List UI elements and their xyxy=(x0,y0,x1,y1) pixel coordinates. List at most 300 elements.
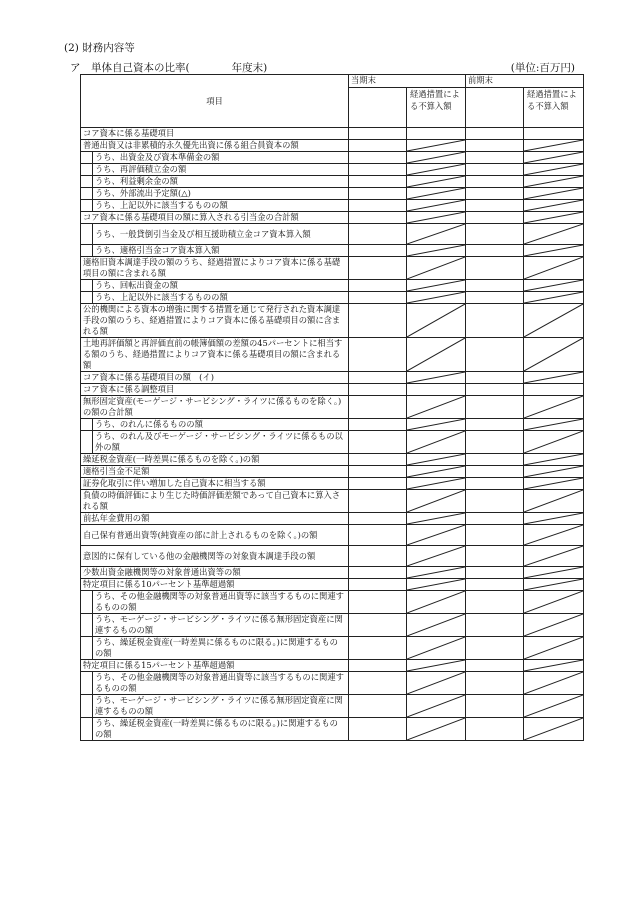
table-row xyxy=(81,338,584,372)
row-label: うち、利益剰余金の額 xyxy=(93,176,349,188)
current-transitional-cell xyxy=(407,637,466,660)
table-row xyxy=(81,718,584,741)
current-amount-cell xyxy=(349,478,407,490)
previous-transitional-cell xyxy=(524,614,584,637)
current-transitional-cell xyxy=(407,591,466,614)
table-row xyxy=(81,140,584,152)
indent-cell xyxy=(81,591,93,614)
table-row xyxy=(81,304,584,338)
indent-cell xyxy=(81,292,93,304)
current-transitional-cell xyxy=(407,718,466,741)
indent-cell xyxy=(81,695,93,718)
current-transitional-cell xyxy=(407,304,466,338)
table-row xyxy=(81,212,584,224)
diagonal-strike xyxy=(407,140,465,151)
current-amount-cell xyxy=(349,466,407,478)
row-label: 自己保有普通出資等(純資産の部に計上されるものを除く。)の額 xyxy=(81,525,349,546)
previous-amount-cell xyxy=(466,280,524,292)
previous-transitional-cell xyxy=(524,280,584,292)
previous-amount-cell xyxy=(466,224,524,245)
previous-transitional-cell xyxy=(524,396,584,419)
row-label: うち、外部流出予定額(△) xyxy=(93,188,349,200)
previous-transitional-cell xyxy=(524,431,584,454)
row-label: 前払年金費用の額 xyxy=(81,513,349,525)
current-amount-cell xyxy=(349,591,407,614)
diagonal-strike xyxy=(407,490,465,512)
diagonal-strike xyxy=(524,176,583,187)
previous-amount-cell xyxy=(466,718,524,741)
previous-amount-cell xyxy=(466,660,524,672)
previous-amount-cell xyxy=(466,200,524,212)
row-label: コア資本に係る基礎項目の額 (イ) xyxy=(81,372,349,384)
current-amount-cell xyxy=(349,431,407,454)
indent-cell xyxy=(81,224,93,245)
row-label: うち、一般貸倒引当金及び相互援助積立金コア資本算入額 xyxy=(93,224,349,245)
table-row xyxy=(81,431,584,454)
previous-transitional-cell xyxy=(524,718,584,741)
indent-cell xyxy=(81,672,93,695)
previous-transitional-cell xyxy=(524,419,584,431)
diagonal-strike xyxy=(524,140,583,151)
header-current-transitional: 経過措置による不算入額 xyxy=(407,88,466,128)
previous-transitional-cell xyxy=(524,128,584,140)
diagonal-strike xyxy=(407,660,465,671)
indent-cell xyxy=(81,718,93,741)
previous-amount-cell xyxy=(466,567,524,579)
diagonal-strike xyxy=(407,431,465,453)
previous-amount-cell xyxy=(466,591,524,614)
table-row xyxy=(81,614,584,637)
previous-transitional-cell xyxy=(524,478,584,490)
indent-cell xyxy=(81,200,93,212)
current-amount-cell xyxy=(349,637,407,660)
indent-cell xyxy=(81,280,93,292)
current-amount-cell xyxy=(349,579,407,591)
diagonal-strike xyxy=(524,257,583,279)
row-label: 繰延税金資産(一時差異に係るものを除く。)の額 xyxy=(81,454,349,466)
diagonal-strike xyxy=(524,152,583,163)
diagonal-strike xyxy=(524,338,583,371)
previous-amount-cell xyxy=(466,478,524,490)
previous-transitional-cell xyxy=(524,212,584,224)
diagonal-strike xyxy=(407,164,465,175)
indent-cell xyxy=(81,176,93,188)
row-label: 特定項目に係る15パーセント基準超過額 xyxy=(81,660,349,672)
current-transitional-cell xyxy=(407,338,466,372)
previous-transitional-cell xyxy=(524,224,584,245)
current-amount-cell xyxy=(349,614,407,637)
current-amount-cell xyxy=(349,384,407,396)
previous-transitional-cell xyxy=(524,525,584,546)
previous-amount-cell xyxy=(466,372,524,384)
diagonal-strike xyxy=(407,513,465,524)
diagonal-strike xyxy=(407,567,465,578)
current-transitional-cell xyxy=(407,164,466,176)
row-label: コア資本に係る基礎項目 xyxy=(81,128,349,140)
diagonal-strike xyxy=(524,212,583,223)
previous-amount-cell xyxy=(466,212,524,224)
current-amount-cell xyxy=(349,454,407,466)
diagonal-strike xyxy=(524,164,583,175)
current-transitional-cell xyxy=(407,396,466,419)
diagonal-strike xyxy=(407,718,465,740)
diagonal-strike xyxy=(524,454,583,465)
table-row xyxy=(81,525,584,546)
header-previous-period: 前期末 xyxy=(466,75,584,88)
diagonal-strike xyxy=(524,224,583,244)
diagonal-strike xyxy=(524,466,583,477)
diagonal-strike xyxy=(407,200,465,211)
diagonal-strike xyxy=(524,431,583,453)
previous-transitional-cell xyxy=(524,695,584,718)
current-transitional-cell xyxy=(407,140,466,152)
diagonal-strike xyxy=(407,478,465,489)
section-row xyxy=(81,384,584,396)
table-row xyxy=(81,152,584,164)
current-transitional-cell xyxy=(407,672,466,695)
row-label: うち、繰延税金資産(一時差異に係るものに限る。)に関連するものの額 xyxy=(93,718,349,741)
row-label: うち、上記以外に該当するものの額 xyxy=(93,200,349,212)
row-label: うち、繰延税金資産(一時差異に係るものに限る。)に関連するものの額 xyxy=(93,637,349,660)
current-amount-cell xyxy=(349,257,407,280)
previous-amount-cell xyxy=(466,128,524,140)
table-row xyxy=(81,695,584,718)
previous-transitional-cell xyxy=(524,245,584,257)
table-row xyxy=(81,513,584,525)
row-label: 証券化取引に伴い増加した自己資本に相当する額 xyxy=(81,478,349,490)
diagonal-strike xyxy=(407,245,465,256)
current-transitional-cell xyxy=(407,200,466,212)
diagonal-strike xyxy=(407,591,465,613)
previous-transitional-cell xyxy=(524,200,584,212)
section-title: (2) 財務内容等 xyxy=(64,42,135,54)
current-amount-cell xyxy=(349,152,407,164)
row-label: うち、のれんに係るものの額 xyxy=(93,419,349,431)
current-amount-cell xyxy=(349,513,407,525)
indent-cell xyxy=(81,431,93,454)
diagonal-strike xyxy=(524,478,583,489)
table-row xyxy=(81,672,584,695)
current-amount-cell xyxy=(349,338,407,372)
current-amount-cell xyxy=(349,718,407,741)
header-previous-transitional: 経過措置による不算入額 xyxy=(524,88,584,128)
current-amount-cell xyxy=(349,164,407,176)
diagonal-strike xyxy=(407,637,465,659)
row-label: 負債の時価評価により生じた時価評価差額であって自己資本に算入される額 xyxy=(81,490,349,513)
table-row xyxy=(81,245,584,257)
diagonal-strike xyxy=(407,176,465,187)
previous-transitional-cell xyxy=(524,672,584,695)
previous-amount-cell xyxy=(466,431,524,454)
previous-transitional-cell xyxy=(524,513,584,525)
previous-amount-cell xyxy=(466,245,524,257)
previous-amount-cell xyxy=(466,338,524,372)
table-row xyxy=(81,546,584,567)
previous-amount-cell xyxy=(466,454,524,466)
previous-transitional-cell xyxy=(524,292,584,304)
previous-transitional-cell xyxy=(524,660,584,672)
current-transitional-cell xyxy=(407,431,466,454)
current-transitional-cell xyxy=(407,695,466,718)
current-amount-cell xyxy=(349,304,407,338)
previous-transitional-cell xyxy=(524,338,584,372)
current-amount-cell xyxy=(349,188,407,200)
diagonal-strike xyxy=(524,304,583,337)
row-label: 適格旧資本調達手段の額のうち、経過措置によりコア資本に係る基礎項目の額に含まれる額 xyxy=(81,257,349,280)
current-transitional-cell xyxy=(407,567,466,579)
previous-transitional-cell xyxy=(524,176,584,188)
current-amount-cell xyxy=(349,546,407,567)
table-body xyxy=(81,128,584,741)
row-label: うち、その他金融機関等の対象普通出資等に該当するものに関連するものの額 xyxy=(93,591,349,614)
current-amount-cell xyxy=(349,140,407,152)
indent-cell xyxy=(81,164,93,176)
row-label: うち、再評価積立金の額 xyxy=(93,164,349,176)
previous-amount-cell xyxy=(466,614,524,637)
current-transitional-cell xyxy=(407,292,466,304)
table-row xyxy=(81,292,584,304)
table-row xyxy=(81,164,584,176)
diagonal-strike xyxy=(524,188,583,199)
section-row xyxy=(81,128,584,140)
table-row xyxy=(81,478,584,490)
diagonal-strike xyxy=(524,525,583,545)
previous-transitional-cell xyxy=(524,466,584,478)
diagonal-strike xyxy=(524,718,583,740)
current-transitional-cell xyxy=(407,224,466,245)
table-row xyxy=(81,579,584,591)
header-previous-amount xyxy=(466,88,524,128)
row-label: 公的機関による資本の増強に関する措置を通じて発行された資本調達手段の額のうち、経過措置によりコア資本に係る基礎項目の額に含まれる額 xyxy=(81,304,349,338)
table-row xyxy=(81,419,584,431)
diagonal-strike xyxy=(407,466,465,477)
table-row xyxy=(81,396,584,419)
diagonal-strike xyxy=(524,637,583,659)
diagonal-strike xyxy=(407,224,465,244)
row-label: 少数出資金融機関等の対象普通出資等の額 xyxy=(81,567,349,579)
current-amount-cell xyxy=(349,419,407,431)
diagonal-strike xyxy=(524,672,583,694)
table-row xyxy=(81,567,584,579)
diagonal-strike xyxy=(407,454,465,465)
row-label: コア資本に係る基礎項目の額に算入される引当金の合計額 xyxy=(81,212,349,224)
diagonal-strike xyxy=(407,280,465,291)
row-label: うち、その他金融機関等の対象普通出資等に該当するものに関連するものの額 xyxy=(93,672,349,695)
previous-amount-cell xyxy=(466,466,524,478)
diagonal-strike xyxy=(407,614,465,636)
subsection-title: ア 単体自己資本の比率( 年度末) xyxy=(70,62,268,74)
table-row xyxy=(81,372,584,384)
table-row xyxy=(81,660,584,672)
current-transitional-cell xyxy=(407,660,466,672)
diagonal-strike xyxy=(407,257,465,279)
current-transitional-cell xyxy=(407,152,466,164)
table-row xyxy=(81,188,584,200)
previous-amount-cell xyxy=(466,579,524,591)
diagonal-strike xyxy=(524,292,583,303)
previous-amount-cell xyxy=(466,152,524,164)
row-label: 無形固定資産(モーゲージ・サービシング・ライツに係るものを除く。)の額の合計額 xyxy=(81,396,349,419)
previous-transitional-cell xyxy=(524,152,584,164)
previous-transitional-cell xyxy=(524,579,584,591)
previous-amount-cell xyxy=(466,419,524,431)
previous-transitional-cell xyxy=(524,164,584,176)
current-transitional-cell xyxy=(407,546,466,567)
current-transitional-cell xyxy=(407,490,466,513)
diagonal-strike xyxy=(524,419,583,430)
indent-cell xyxy=(81,637,93,660)
current-amount-cell xyxy=(349,212,407,224)
diagonal-strike xyxy=(407,525,465,545)
current-transitional-cell xyxy=(407,454,466,466)
row-label: 適格引当金不足額 xyxy=(81,466,349,478)
unit-label: (単位:百万円) xyxy=(510,62,575,74)
current-amount-cell xyxy=(349,672,407,695)
previous-amount-cell xyxy=(466,525,524,546)
current-transitional-cell xyxy=(407,188,466,200)
row-label: 特定項目に係る10パーセント基準超過額 xyxy=(81,579,349,591)
current-amount-cell xyxy=(349,490,407,513)
diagonal-strike xyxy=(524,200,583,211)
previous-amount-cell xyxy=(466,176,524,188)
diagonal-strike xyxy=(524,280,583,291)
current-amount-cell xyxy=(349,396,407,419)
header-current-amount xyxy=(349,88,407,128)
previous-transitional-cell xyxy=(524,546,584,567)
previous-amount-cell xyxy=(466,672,524,695)
previous-transitional-cell xyxy=(524,257,584,280)
current-amount-cell xyxy=(349,567,407,579)
previous-amount-cell xyxy=(466,292,524,304)
header-item: 項目 xyxy=(81,75,349,128)
table-row xyxy=(81,224,584,245)
diagonal-strike xyxy=(407,372,465,383)
previous-transitional-cell xyxy=(524,384,584,396)
previous-transitional-cell xyxy=(524,188,584,200)
diagonal-strike xyxy=(524,614,583,636)
current-transitional-cell xyxy=(407,257,466,280)
previous-transitional-cell xyxy=(524,304,584,338)
current-amount-cell xyxy=(349,525,407,546)
current-transitional-cell xyxy=(407,372,466,384)
row-label: うち、回転出資金の額 xyxy=(93,280,349,292)
previous-amount-cell xyxy=(466,384,524,396)
previous-amount-cell xyxy=(466,396,524,419)
indent-cell xyxy=(81,152,93,164)
previous-amount-cell xyxy=(466,513,524,525)
diagonal-strike xyxy=(407,292,465,303)
diagonal-strike xyxy=(407,304,465,337)
previous-transitional-cell xyxy=(524,591,584,614)
diagonal-strike xyxy=(407,419,465,430)
current-transitional-cell xyxy=(407,579,466,591)
current-transitional-cell xyxy=(407,245,466,257)
diagonal-strike xyxy=(407,579,465,590)
table-row xyxy=(81,490,584,513)
previous-amount-cell xyxy=(466,695,524,718)
previous-amount-cell xyxy=(466,490,524,513)
indent-cell xyxy=(81,419,93,431)
current-amount-cell xyxy=(349,128,407,140)
previous-transitional-cell xyxy=(524,454,584,466)
diagonal-strike xyxy=(407,672,465,694)
row-label: 土地再評価額と再評価直前の帳簿価額の差額の45パーセントに相当する額のうち、経過措置によりコア資本に係る基礎項目の額に含まれる額 xyxy=(81,338,349,372)
table-row xyxy=(81,454,584,466)
current-transitional-cell xyxy=(407,419,466,431)
diagonal-strike xyxy=(524,660,583,671)
indent-cell xyxy=(81,188,93,200)
current-transitional-cell xyxy=(407,525,466,546)
current-transitional-cell xyxy=(407,513,466,525)
row-label: うち、モーゲージ・サービシング・ライツに係る無形固定資産に関連するものの額 xyxy=(93,695,349,718)
current-transitional-cell xyxy=(407,466,466,478)
previous-amount-cell xyxy=(466,546,524,567)
diagonal-strike xyxy=(524,372,583,383)
previous-amount-cell xyxy=(466,257,524,280)
previous-transitional-cell xyxy=(524,637,584,660)
current-transitional-cell xyxy=(407,176,466,188)
current-transitional-cell xyxy=(407,212,466,224)
row-label: 意図的に保有している他の金融機関等の対象資本調達手段の額 xyxy=(81,546,349,567)
previous-transitional-cell xyxy=(524,140,584,152)
indent-cell xyxy=(81,245,93,257)
current-amount-cell xyxy=(349,660,407,672)
diagonal-strike xyxy=(524,245,583,256)
row-label: 普通出資又は非累積的永久優先出資に係る組合員資本の額 xyxy=(81,140,349,152)
table-row xyxy=(81,176,584,188)
table-row xyxy=(81,591,584,614)
diagonal-strike xyxy=(524,579,583,590)
diagonal-strike xyxy=(407,396,465,418)
diagonal-strike xyxy=(524,490,583,512)
current-transitional-cell xyxy=(407,478,466,490)
current-amount-cell xyxy=(349,280,407,292)
diagonal-strike xyxy=(524,567,583,578)
capital-ratio-table xyxy=(80,74,584,741)
diagonal-strike xyxy=(407,695,465,717)
current-amount-cell xyxy=(349,245,407,257)
previous-transitional-cell xyxy=(524,490,584,513)
table-row xyxy=(81,637,584,660)
diagonal-strike xyxy=(407,188,465,199)
current-amount-cell xyxy=(349,176,407,188)
row-label: うち、適格引当金コア資本算入額 xyxy=(93,245,349,257)
diagonal-strike xyxy=(524,546,583,566)
current-amount-cell xyxy=(349,695,407,718)
previous-amount-cell xyxy=(466,304,524,338)
indent-cell xyxy=(81,614,93,637)
table-row xyxy=(81,466,584,478)
row-label: うち、モーゲージ・サービシング・ライツに係る無形固定資産に関連するものの額 xyxy=(93,614,349,637)
row-label: うち、上記以外に該当するものの額 xyxy=(93,292,349,304)
current-amount-cell xyxy=(349,224,407,245)
current-transitional-cell xyxy=(407,384,466,396)
diagonal-strike xyxy=(524,513,583,524)
current-amount-cell xyxy=(349,200,407,212)
diagonal-strike xyxy=(524,396,583,418)
row-label: コア資本に係る調整項目 xyxy=(81,384,349,396)
current-transitional-cell xyxy=(407,280,466,292)
previous-amount-cell xyxy=(466,188,524,200)
diagonal-strike xyxy=(407,338,465,371)
header-current-period: 当期末 xyxy=(349,75,466,88)
table-row xyxy=(81,280,584,292)
diagonal-strike xyxy=(524,695,583,717)
previous-amount-cell xyxy=(466,140,524,152)
diagonal-strike xyxy=(407,212,465,223)
current-amount-cell xyxy=(349,292,407,304)
current-transitional-cell xyxy=(407,128,466,140)
